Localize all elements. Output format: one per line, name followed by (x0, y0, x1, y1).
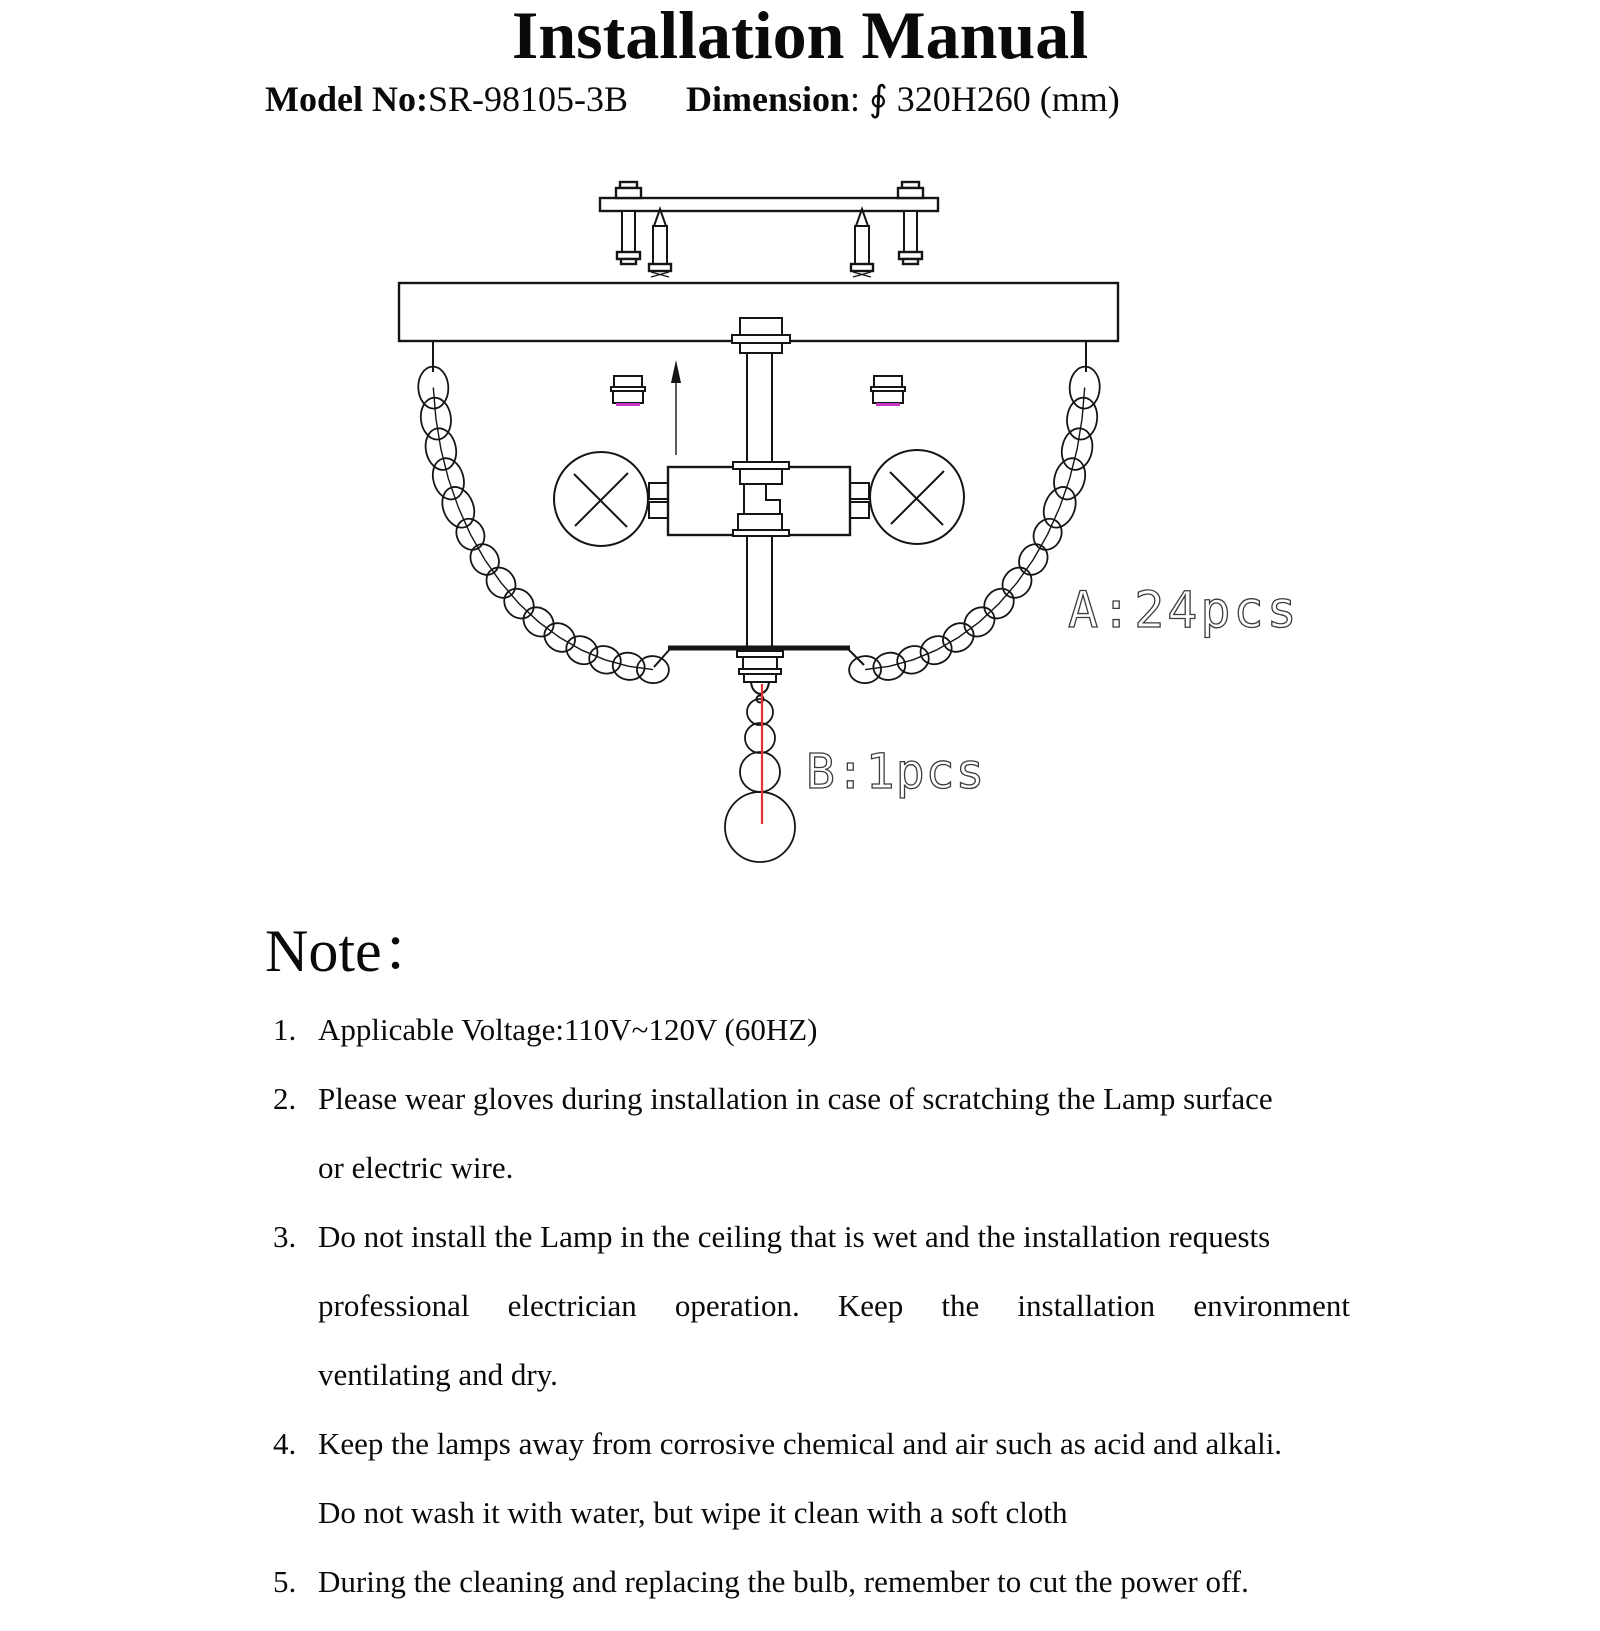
note-text: or electric wire. (318, 1150, 514, 1185)
note-text: During the cleaning and replacing the bulb, remember to cut the power off. (318, 1564, 1249, 1599)
part-a-label: A:24pcs (1068, 581, 1300, 639)
note-text: Please wear gloves during installation in case of scratching the Lamp surface (318, 1081, 1273, 1116)
notes-list (273, 1010, 1363, 1631)
model-value: SR-98105-3B (427, 79, 628, 119)
note-line (273, 1493, 1363, 1562)
note-heading: Note： (265, 918, 442, 984)
note-number: 2. (273, 1081, 297, 1116)
screw-right-icon (851, 209, 873, 277)
note-text: Do not install the Lamp in the ceiling that is wet and the installation requests (318, 1219, 1271, 1254)
bolt-left-icon (616, 182, 641, 264)
model-label: Model No: (265, 79, 428, 119)
note-text: ventilating and dry. (318, 1357, 558, 1392)
bulb-right-icon (870, 450, 964, 544)
pendant-beads (725, 684, 795, 862)
note-line (273, 1355, 1363, 1424)
bolt-right-icon (898, 182, 923, 264)
note-line (273, 1217, 1363, 1286)
note-number: 1. (273, 1012, 297, 1047)
note-text: Keep the lamps away from corrosive chemical and air such as acid and alkali. (318, 1426, 1283, 1461)
note-line (273, 1148, 1363, 1217)
note-line (273, 1424, 1363, 1493)
note-line (273, 1010, 1363, 1079)
note-number: 4. (273, 1426, 297, 1461)
top-nut (732, 318, 790, 353)
dimension-value: : ∮ 320H260 (mm) (850, 79, 1120, 119)
mounting-bracket (600, 182, 938, 277)
up-arrow-icon (671, 360, 681, 455)
note-number: 3. (273, 1219, 297, 1254)
bulb-left-icon (554, 452, 648, 546)
note-text: Applicable Voltage:110V~120V (60HZ) (318, 1012, 818, 1047)
dimension-label: Dimension (686, 79, 851, 119)
note-line (273, 1079, 1363, 1148)
note-number: 5. (273, 1564, 297, 1599)
part-b-label: B:1pcs (806, 744, 986, 800)
mounting-bar (600, 198, 938, 211)
screw-left-icon (649, 209, 671, 277)
note-line (273, 1286, 1363, 1355)
note-text: Do not wash it with water, but wipe it clean with a soft cloth (318, 1495, 1068, 1530)
note-text: professional electrician operation. Keep the installation environment (318, 1288, 1350, 1323)
note-line (273, 1562, 1363, 1631)
cap-right-icon (871, 376, 905, 406)
cap-accent (616, 403, 640, 406)
page-title: Installation Manual (511, 0, 1089, 73)
finial (737, 651, 783, 703)
cap-left-icon (611, 376, 645, 406)
